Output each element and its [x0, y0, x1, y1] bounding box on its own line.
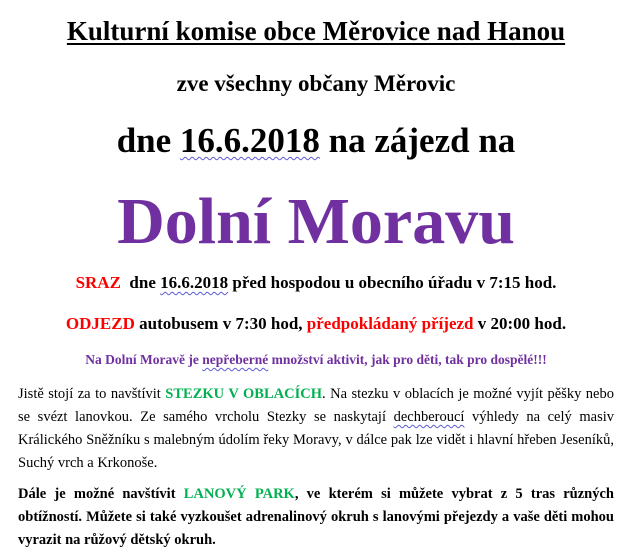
meeting-line — [0, 272, 632, 294]
p2-text-b: , ve kterém si můžete vybrat z 5 tras různých obtížností. Můžete si také vyzkoušet adrenalinový okruh s lanovými přejezdy a vaše děti mohou vyrazit na růžový dětský okruh. — [18, 486, 614, 548]
tagline — [0, 351, 632, 369]
meeting-text-a: dne — [120, 273, 161, 292]
date-prefix: dne — [116, 121, 180, 160]
paragraph-sky-walk — [18, 383, 614, 475]
tagline-text-a: Na Dolní Moravě je — [85, 352, 203, 367]
paragraph-rope-park — [18, 483, 614, 552]
p1-text-a: Jistě stojí za to navštívit — [18, 386, 166, 402]
departure-label: ODJEZD — [65, 314, 135, 333]
invite-line: zve všechny občany Měrovic — [176, 71, 456, 96]
destination-title: Dolní Moravu — [117, 185, 515, 258]
p1-text-b: . Na stezku v oblacích je možné vyjít pěšky nebo se svézt lanovkou. Ze samého vrcholu Stezky se naskytají — [18, 386, 614, 425]
date-heading — [0, 120, 632, 162]
meeting-label: SRAZ — [75, 273, 121, 292]
arrival-label: předpokládaný příjezd — [306, 314, 474, 333]
p1-highlight: STEZKU V OBLACÍCH — [165, 386, 322, 402]
departure-line — [0, 313, 632, 335]
date-suffix: na zájezd na — [319, 121, 516, 160]
p2-text-a: Dále je možné navštívit — [18, 486, 184, 502]
meeting-text-b: před hospodou u obecního úřadu v 7:15 hod. — [228, 273, 557, 292]
tagline-text-b: množství aktivit, jak pro děti, tak pro dospělé!!! — [268, 352, 547, 367]
organizer-heading — [0, 14, 632, 48]
departure-text-b: v 20:00 hod. — [473, 314, 567, 333]
tagline-word: nepřeberné — [202, 352, 269, 367]
meeting-date: 16.6.2018 — [160, 273, 229, 292]
p2-highlight: LANOVÝ PARK — [183, 486, 295, 502]
trip-date: 16.6.2018 — [179, 121, 320, 160]
p1-text-c: výhledy na celý masiv Králického Sněžníku s malebným údolím řeky Moravy, v dálce pak lze vidět i hlavní hřeben Jeseníků, Suchý vrch a Krkonoše. — [18, 409, 614, 471]
organizer-text: Kulturní komise obce Měrovice nad Hanou — [66, 16, 566, 46]
departure-text-a: autobusem v 7:30 hod, — [134, 314, 307, 333]
p1-word: dechberoucí — [393, 409, 465, 425]
